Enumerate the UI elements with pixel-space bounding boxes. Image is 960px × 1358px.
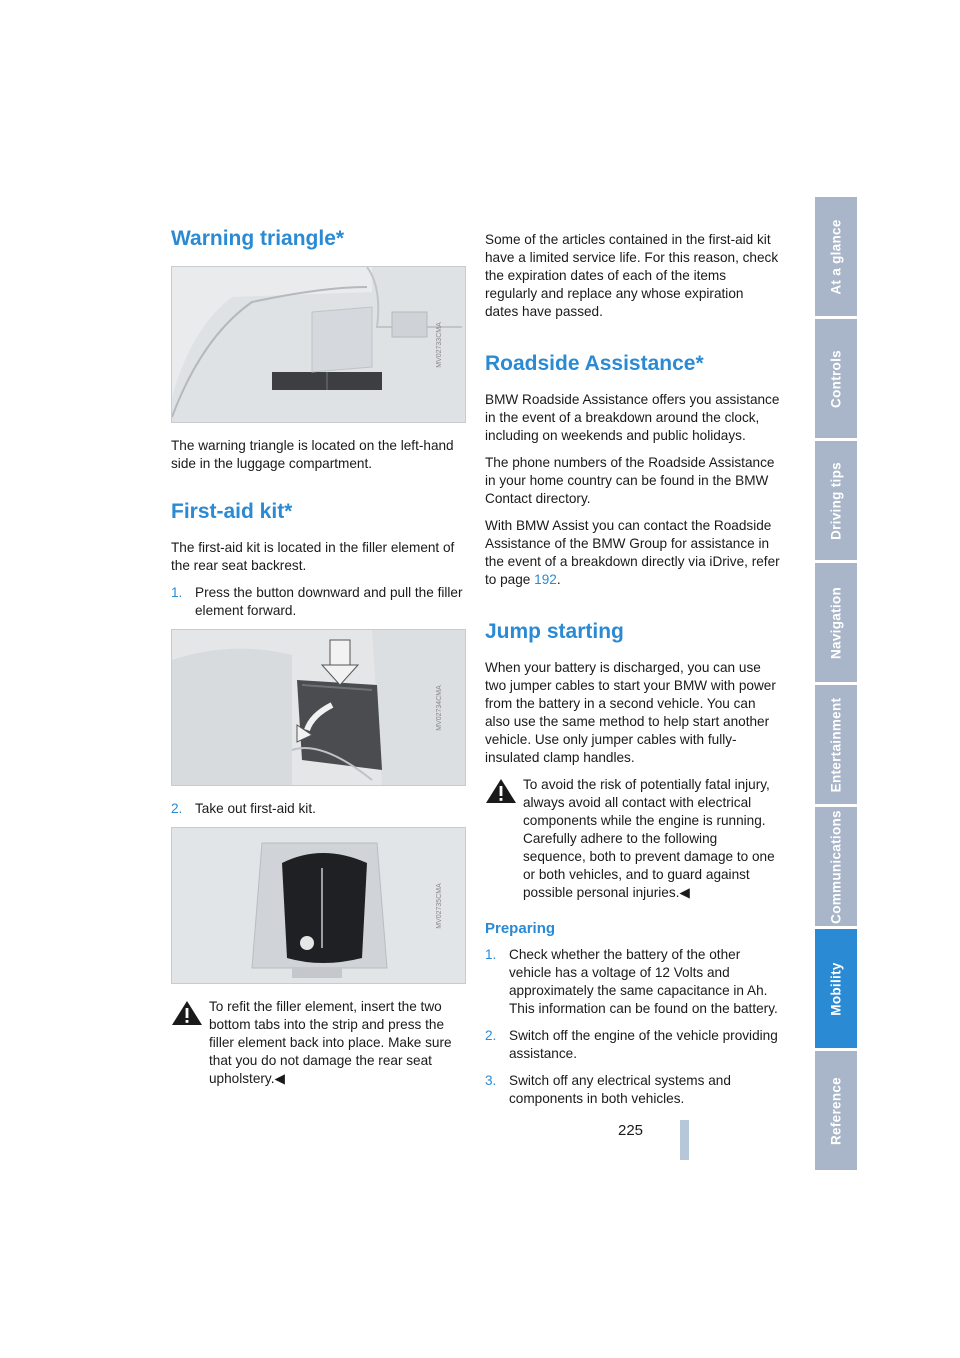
step-text: Check whether the battery of the other vehicle has a voltage of 12 Volts and approximately the same capacitance in Ah. This information can be found on the battery. — [509, 947, 778, 1016]
preparing-heading: Preparing — [485, 920, 556, 937]
image-code: MV02733CMA — [436, 321, 444, 368]
warning-text — [485, 776, 780, 902]
luggage-compartment-image — [171, 266, 466, 423]
step-text: Switch off the engine of the vehicle providing assistance. — [509, 1028, 778, 1061]
warning-triangle-text: The warning triangle is located on the left-hand side in the luggage compartment. — [171, 438, 454, 471]
left-column — [171, 226, 466, 1088]
list-item — [485, 1072, 780, 1108]
end-mark: ◀ — [679, 885, 690, 900]
step-number: 3. — [485, 1073, 497, 1088]
right-column — [485, 231, 780, 1117]
roadside-p2: The phone numbers of the Roadside Assistance in your home country can be found in the BMW Contact directory. — [485, 455, 775, 506]
step-number: 1. — [485, 947, 497, 962]
tab-label: Entertainment — [828, 697, 844, 792]
warning-icon — [171, 1000, 203, 1026]
list-item — [485, 1027, 780, 1063]
end-mark: ◀ — [274, 1071, 285, 1086]
roadside-p1: BMW Roadside Assistance offers you assistance in the event of a breakdown around the clock, including on weekends and public holidays. — [485, 392, 780, 443]
first-aid-intro: The first-aid kit is located in the filler element of the rear seat backrest. — [171, 540, 455, 573]
tab-controls[interactable] — [815, 319, 857, 438]
image-code: MV02735CMA — [436, 882, 444, 929]
jump-starting-intro: When your battery is discharged, you can use two jumper cables to start your BMW with power from the battery in a second vehicle. You can also use the same method to help start another vehicle. Use only jumper cables with fully-insulated clamp handles. — [485, 660, 776, 765]
first-aid-steps-part2 — [171, 800, 466, 818]
page-number: 225 — [618, 1122, 644, 1139]
step-number: 1. — [171, 585, 183, 600]
first-aid-heading: First-aid kit* — [171, 500, 293, 523]
warning-triangle-heading: Warning triangle* — [171, 227, 345, 250]
tab-navigation[interactable] — [815, 563, 857, 682]
warning-icon — [485, 778, 517, 804]
tab-mobility[interactable] — [815, 929, 857, 1048]
warning-body: To refit the filler element, insert the two bottom tabs into the strip and press the filler element back into place. Make sure that you do not damage the rear seat upholstery. — [209, 999, 452, 1086]
filler-element-warning — [171, 998, 466, 1088]
step-text: Switch off any electrical systems and components in both vehicles. — [509, 1073, 731, 1106]
tab-label: Navigation — [828, 586, 844, 659]
tab-label: Mobility — [828, 961, 844, 1016]
first-aid-steps-part1 — [171, 584, 466, 620]
tab-label: Reference — [828, 1076, 844, 1145]
tab-reference[interactable] — [815, 1051, 857, 1170]
list-item — [485, 946, 780, 1018]
step-text: Press the button downward and pull the filler element forward. — [195, 585, 463, 618]
warning-body: To avoid the risk of potentially fatal injury, always avoid all contact with electrical components while the engine is running. Carefully adhere to the following sequence, both to prevent damage to one or both vehicles, and to guard against possible personal injuries. — [523, 777, 775, 900]
tab-label: At a glance — [828, 218, 844, 295]
first-aid-kit-image — [171, 827, 466, 984]
preparing-steps — [485, 946, 780, 1108]
step-number: 2. — [485, 1028, 497, 1043]
tab-label: Communications — [828, 809, 844, 924]
jump-starting-warning — [485, 776, 780, 902]
tab-label: Controls — [828, 349, 844, 408]
roadside-heading: Roadside Assistance* — [485, 352, 704, 375]
image-code: MV02734CMA — [436, 684, 444, 731]
tab-communications[interactable] — [815, 807, 857, 926]
jump-starting-heading: Jump starting — [485, 620, 624, 643]
tab-entertainment[interactable] — [815, 685, 857, 804]
roadside-p3-text: With BMW Assist you can contact the Roadside Assistance of the BMW Group for assistance in the event of a breakdown directly via iDrive, refer to page — [485, 518, 780, 587]
tab-label: Driving tips — [828, 461, 844, 540]
roadside-p3 — [485, 517, 780, 589]
list-item — [171, 584, 466, 620]
first-aid-continued: Some of the articles contained in the first-aid kit have a limited service life. For this reason, check the expiration dates of each of the items regularly and replace any whose expiration dates have passed. — [485, 232, 779, 319]
page-reference-link[interactable]: 192 — [534, 572, 557, 587]
tab-driving-tips[interactable] — [815, 441, 857, 560]
tab-at-a-glance[interactable] — [815, 197, 857, 316]
filler-element-image — [171, 629, 466, 786]
roadside-p3-end: . — [556, 572, 561, 587]
step-text: Take out first-aid kit. — [195, 801, 316, 816]
section-tabs — [815, 197, 857, 1173]
page-number-bar — [680, 1120, 689, 1160]
list-item — [171, 800, 466, 818]
warning-text — [171, 998, 466, 1088]
step-number: 2. — [171, 801, 183, 816]
